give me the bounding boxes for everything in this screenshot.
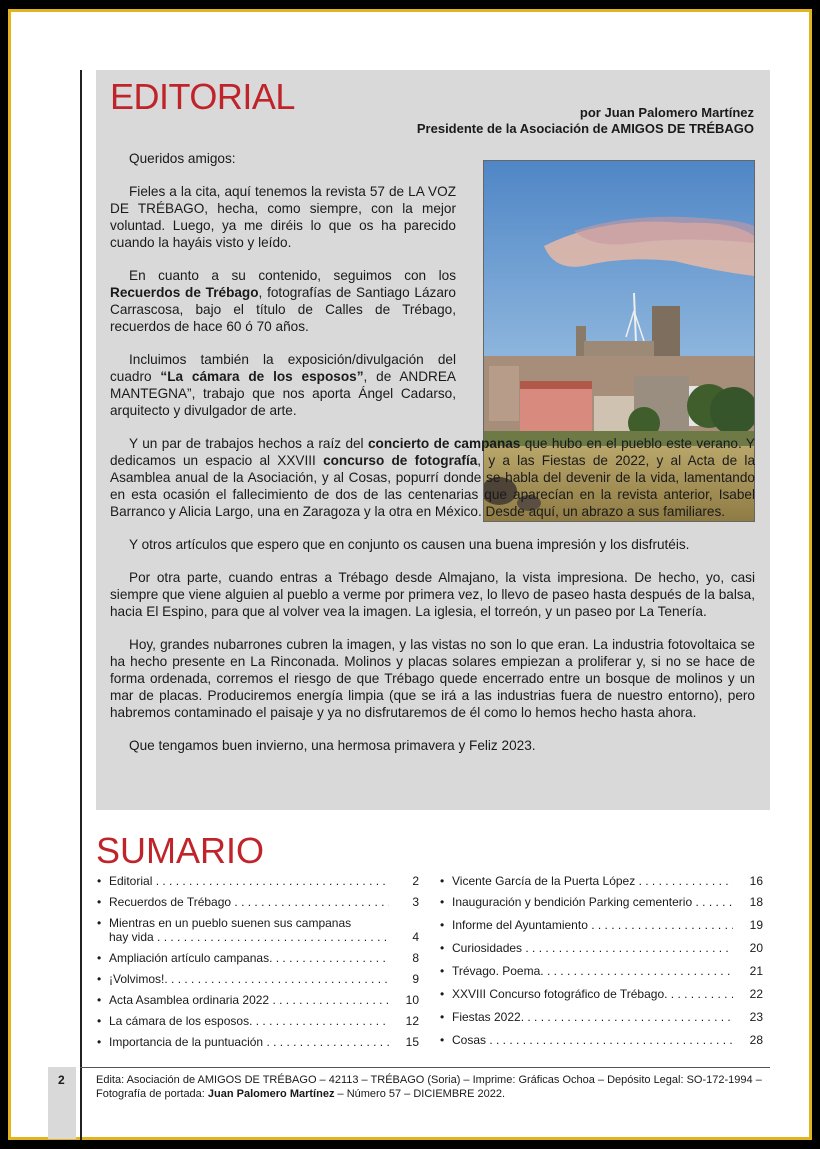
paragraph-5: Y otros artículos que espero que en conjunto os causen una buena impresión y los disfrutéis. — [129, 537, 690, 552]
toc-item[interactable]: • Editorial . . . 2 — [97, 874, 419, 888]
bullet-icon: • — [440, 874, 445, 888]
sumario-title: SUMARIO — [96, 830, 265, 871]
toc-item[interactable]: • Vicente García de la Puerta López . . . 16 — [440, 874, 763, 888]
toc-column-left — [97, 874, 419, 1056]
toc-item[interactable]: • XXVIII Concurso fotográfico de Trébago. . . . 22 — [440, 987, 763, 1001]
page-number: 2 — [58, 1073, 65, 1087]
editorial-body — [110, 150, 755, 770]
bullet-icon: • — [440, 987, 445, 1001]
bullet-icon: • — [440, 1033, 445, 1047]
paragraph-4: Y un par de trabajos hechos a raíz del concierto de campanas que hubo en el pueblo este verano. Y dedicamos un espacio al XXVIII concurso de fotografía, y a las Fiestas de 2022, y al Acta de la Asamblea anual de la Asociación, y al Cosas, popurrí donde se habla del devenir de la vida, lamentando en esta ocasión el fallecimiento de dos de las centenarias que aparecían en la revista anterior, Isabel Barranco y Alicia Largo, una en Zaragoza y la otra en México. Desde aquí, un abrazo a sus familiares. — [110, 436, 755, 519]
toc-item[interactable]: • Acta Asamblea ordinaria 2022 . . . 10 — [97, 993, 419, 1007]
bullet-icon: • — [440, 964, 445, 978]
footer-rule — [80, 1067, 770, 1068]
toc-item[interactable]: • Inauguración y bendición Parking cementerio . . . 18 — [440, 895, 763, 909]
toc-item[interactable]: • Fiestas 2022. . . . 23 — [440, 1010, 763, 1024]
author-role: Presidente de la Asociación de AMIGOS DE TRÉBAGO — [416, 121, 754, 136]
bullet-icon: • — [440, 1010, 445, 1024]
toc-item[interactable]: • Mientras en un pueblo suenen sus campanas hay vida . . . 4 — [97, 916, 419, 944]
bullet-icon: • — [97, 993, 102, 1007]
bullet-icon: • — [97, 951, 102, 965]
bullet-icon: • — [97, 916, 102, 930]
colophon: Edita: Asociación de AMIGOS DE TRÉBAGO – 42113 – TRÉBAGO (Soria) – Imprime: Gráficas Ochoa – Depósito Legal: SO-172-1994 – Fotografía de portada: Juan Palomero Martínez – Número 57 – DICIEMBRE 2022. — [96, 1074, 762, 1100]
toc-item[interactable]: • Curiosidades . . . 20 — [440, 941, 763, 955]
paragraph-2: En cuanto a su contenido, seguimos con los Recuerdos de Trébago, fotografías de Santiago Lázaro Carrascosa, bajo el título de Calles de Trébago, recuerdos de hace 60 ó 70 años. — [110, 268, 456, 334]
author-name: por Juan Palomero Martínez — [579, 105, 754, 120]
toc-item[interactable]: • Recuerdos de Trébago . . . 3 — [97, 895, 419, 909]
greeting: Queridos amigos: — [129, 151, 236, 166]
bullet-icon: • — [97, 972, 102, 986]
bullet-icon: • — [97, 1014, 102, 1028]
toc-item[interactable]: • Cosas . . . 28 — [440, 1033, 763, 1047]
toc-item[interactable]: • La cámara de los esposos. . . . 12 — [97, 1014, 419, 1028]
bullet-icon: • — [97, 874, 102, 888]
closing: Que tengamos buen invierno, una hermosa primavera y Feliz 2023. — [129, 738, 536, 753]
toc-item[interactable]: • ¡Volvimos!. . . . 9 — [97, 972, 419, 986]
bullet-icon: • — [440, 895, 445, 909]
paragraph-3: Incluimos también la exposición/divulgación del cuadro “La cámara de los esposos”, de ANDREA MANTEGNA”, trabajo que nos aporta Ángel Cadarso, arquitecto y divulgador de arte. — [110, 352, 456, 418]
paragraph-1: Fieles a la cita, aquí tenemos la revista 57 de LA VOZ DE TRÉBAGO, hecha, como siempre, con la mejor voluntad. Luego, ya me diréis lo que os ha parecido cuando la hayáis visto y leído. — [110, 184, 456, 250]
paragraph-7: Hoy, grandes nubarrones cubren la imagen, y las vistas no son lo que eran. La industria fotovoltaica se ha hecho presente en La Rinconada. Molinos y placas solares empiezan a proliferar y, si no se hace de forma ordenada, corremos el riesgo de que Trébago quede encerrado entre un bosque de molinos y un mar de placas. Produciremos energía limpia (que se irá a las industrias fuera de nuestro entorno), pero habremos contaminado el paisaje y ya no disfrutaremos de él como lo hemos hecho hasta ahora. — [110, 637, 755, 720]
bullet-icon: • — [440, 918, 445, 932]
toc-item[interactable]: • Ampliación artículo campanas. . . . 8 — [97, 951, 419, 965]
toc-column-right — [440, 874, 763, 1054]
toc-item[interactable]: • Informe del Ayuntamiento . . . 19 — [440, 918, 763, 932]
paragraph-6: Por otra parte, cuando entras a Trébago desde Almajano, la vista impresiona. De hecho, yo, casi siempre que viene alguien al pueblo a verme por primera vez, lo llevo de paseo hasta después de la balsa, hacia El Espino, para que al volver vea la imagen. La iglesia, el torreón, y un paseo por La Tenería. — [110, 570, 755, 619]
bullet-icon: • — [97, 1035, 102, 1049]
editorial-title: EDITORIAL — [110, 76, 295, 117]
margin-rule — [80, 70, 82, 1140]
bullet-icon: • — [97, 895, 102, 909]
bullet-icon: • — [440, 941, 445, 955]
toc-item[interactable]: • Trévago. Poema. . . . 21 — [440, 964, 763, 978]
toc-item[interactable]: • Importancia de la puntuación . . . 15 — [97, 1035, 419, 1049]
author-byline — [417, 105, 754, 137]
